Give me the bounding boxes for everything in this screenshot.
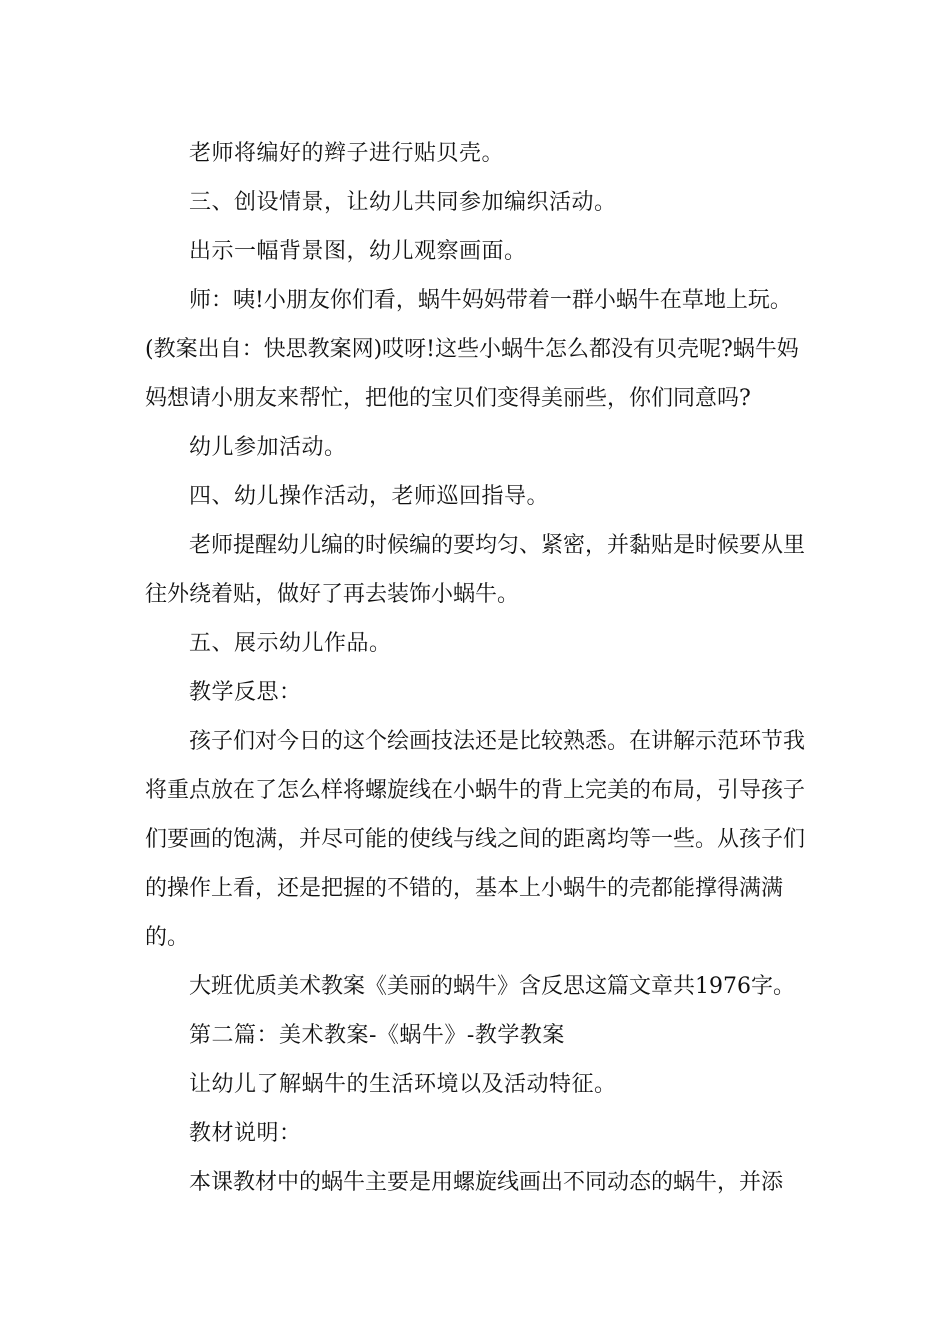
paragraph: 大班优质美术教案《美丽的蜗牛》含反思这篇文章共1976字。 <box>189 974 795 999</box>
section-heading: 教材说明： <box>189 1121 302 1146</box>
paragraph: 老师提醒幼儿编的时候编的要均匀、紧密，并黏贴是时候要从里往外绕着贴，做好了再去装饰小蜗牛。 <box>145 533 806 607</box>
paragraph: 让幼儿了解蜗牛的生活环境以及活动特征。 <box>189 1072 617 1097</box>
section-heading: 第二篇：美术教案-《蜗牛》-教学教案 <box>189 1023 565 1048</box>
section-heading: 教学反思： <box>189 680 302 705</box>
section-heading: 五、展示幼儿作品。 <box>189 631 392 656</box>
paragraph: 本课教材中的蜗牛主要是用螺旋线画出不同动态的蜗牛，并添 <box>189 1170 784 1195</box>
paragraph: 师：咦!小朋友你们看，蜗牛妈妈带着一群小蜗牛在草地上玩。(教案出自：快思教案网)哎呀!这些小蜗牛怎么都没有贝壳呢?蜗牛妈妈想请小朋友来帮忙，把他的宝贝们变得美丽些，你们同意吗? <box>145 288 799 411</box>
section-heading: 三、创设情景，让幼儿共同参加编织活动。 <box>189 190 617 215</box>
paragraph: 出示一幅背景图，幼儿观察画面。 <box>189 239 527 264</box>
paragraph: 老师将编好的辫子进行贴贝壳。 <box>189 141 505 166</box>
document-body <box>145 129 815 1207</box>
paragraph: 孩子们对今日的这个绘画技法还是比较熟悉。在讲解示范环节我将重点放在了怎么样将螺旋线在小蜗牛的背上完美的布局，引导孩子们要画的饱满，并尽可能的使线与线之间的距离均等一些。从孩子们的操作上看，还是把握的不错的，基本上小蜗牛的壳都能撑得满满的。 <box>145 729 806 950</box>
section-heading: 四、幼儿操作活动，老师巡回指导。 <box>189 484 550 509</box>
paragraph: 幼儿参加活动。 <box>189 435 347 460</box>
